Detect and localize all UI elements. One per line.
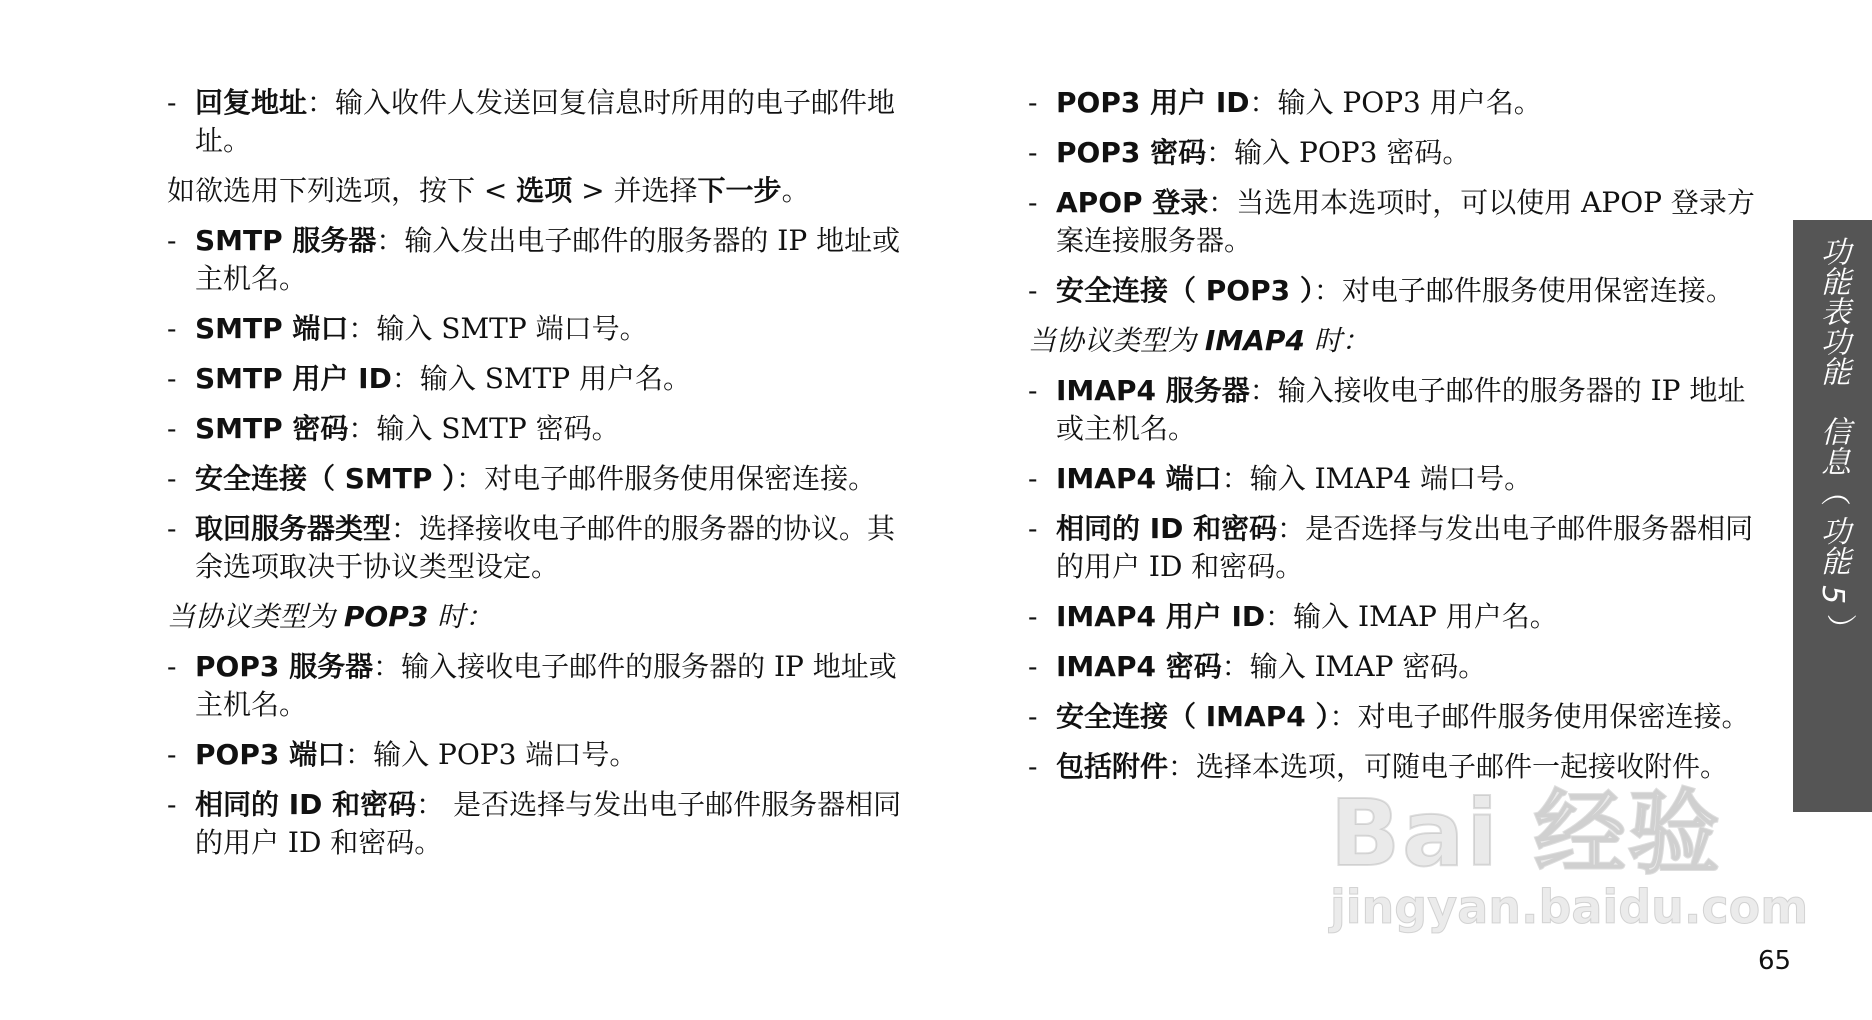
list-item-smtp-server	[167, 222, 907, 298]
item-term: POP3 服务器	[195, 650, 374, 683]
list-dash: -	[167, 788, 177, 821]
list-dash: -	[1028, 750, 1038, 783]
item-term: APOP 登录	[1056, 186, 1209, 219]
item-term: SMTP 用户 ID	[195, 362, 392, 395]
list-dash: -	[1028, 600, 1038, 633]
list-dash: -	[167, 738, 177, 771]
item-text: ：对电子邮件服务使用保密连接。	[1313, 274, 1734, 307]
chapter-side-tab-label: 功能表功能 信息（ 功能 5 ）	[1815, 236, 1850, 644]
list-dash: -	[167, 312, 177, 345]
pop3-heading	[167, 598, 907, 636]
list-item-pop3-port	[167, 736, 907, 774]
item-text: ：输入发出电子邮件的服务器的 IP 地址或主机名。	[195, 224, 901, 295]
list-dash: -	[167, 412, 177, 445]
item-text: ：输入接收电子邮件的服务器的 IP 地址或主机名。	[1056, 374, 1746, 445]
item-term: SMTP 服务器	[195, 224, 377, 257]
watermark-url: jingyan.baidu.com	[1330, 880, 1809, 934]
list-dash: -	[1028, 374, 1038, 407]
list-dash: -	[1028, 274, 1038, 307]
item-term: 安全连接（ POP3 ）	[1056, 274, 1314, 307]
item-text: ：输入 SMTP 端口号。	[348, 312, 648, 345]
item-term: SMTP 密码	[195, 412, 349, 445]
list-dash: -	[1028, 700, 1038, 733]
heading-pre: 当协议类型为	[167, 600, 344, 633]
item-text: ：输入 IMAP 密码。	[1221, 650, 1487, 683]
item-term: SMTP 端口	[195, 312, 349, 345]
item-text: ：输入 POP3 用户名。	[1249, 86, 1542, 119]
list-item-secure-smtp	[167, 460, 907, 498]
item-text: ：输入 IMAP4 端口号。	[1221, 462, 1533, 495]
list-dash: -	[167, 86, 177, 119]
list-item-secure-imap4	[1028, 698, 1768, 736]
list-item-pop3-password	[1028, 134, 1768, 172]
list-dash: -	[1028, 86, 1038, 119]
item-term: 取回服务器类型	[195, 512, 392, 545]
list-dash: -	[167, 512, 177, 545]
list-item-imap4-user-id	[1028, 598, 1768, 636]
list-item-same-id-password-imap	[1028, 510, 1768, 586]
item-text: ：是否选择与发出电子邮件服务器相同的用户 ID 和密码。	[1056, 512, 1754, 583]
instruction-next-key: 下一步	[697, 174, 782, 207]
list-item-reply-address	[167, 84, 907, 160]
instruction-post: 。	[781, 174, 810, 207]
list-dash: -	[1028, 650, 1038, 683]
list-item-same-id-password	[167, 786, 907, 862]
list-item-smtp-password	[167, 410, 907, 448]
item-text: ：输入 SMTP 用户名。	[391, 362, 691, 395]
right-column	[1028, 84, 1768, 798]
item-term: 包括附件	[1056, 750, 1169, 783]
heading-post: 时：	[1304, 324, 1370, 357]
item-text: ：选择本选项，可随电子邮件一起接收附件。	[1168, 750, 1729, 783]
watermark-brand: Bai 经验	[1330, 780, 1722, 887]
item-term: 安全连接（ IMAP4 ）	[1056, 700, 1330, 733]
item-term: POP3 用户 ID	[1056, 86, 1250, 119]
item-term: POP3 端口	[195, 738, 346, 771]
item-term: IMAP4 服务器	[1056, 374, 1250, 407]
heading-pre: 当协议类型为	[1028, 324, 1205, 357]
options-instruction	[167, 172, 907, 210]
list-dash: -	[1028, 462, 1038, 495]
list-item-smtp-user-id	[167, 360, 907, 398]
list-dash: -	[1028, 186, 1038, 219]
list-dash: -	[167, 650, 177, 683]
list-item-retrieve-server-type	[167, 510, 907, 586]
imap4-heading	[1028, 322, 1768, 360]
left-column	[167, 84, 907, 874]
item-text: ：输入 SMTP 密码。	[348, 412, 620, 445]
item-text: ：当选用本选项时，可以使用 APOP 登录方案连接服务器。	[1056, 186, 1755, 257]
item-text: ： 是否选择与发出电子邮件服务器相同的用户 ID 和密码。	[195, 788, 902, 859]
instruction-pre: 如欲选用下列选项，按下 <	[167, 174, 517, 207]
list-item-pop3-user-id	[1028, 84, 1768, 122]
list-dash: -	[167, 362, 177, 395]
heading-post: 时：	[428, 600, 494, 633]
item-text: ：输入 POP3 密码。	[1206, 136, 1471, 169]
item-text: ：对电子邮件服务使用保密连接。	[456, 462, 877, 495]
item-text: ：输入接收电子邮件的服务器的 IP 地址或主机名。	[195, 650, 897, 721]
item-term: POP3 密码	[1056, 136, 1207, 169]
item-term: 相同的 ID 和密码	[195, 788, 417, 821]
chapter-side-tab	[1793, 220, 1872, 812]
item-term: IMAP4 密码	[1056, 650, 1222, 683]
list-item-apop-login	[1028, 184, 1768, 260]
item-text: ：输入 IMAP 用户名。	[1265, 600, 1558, 633]
list-item-imap4-port	[1028, 460, 1768, 498]
item-text: ：输入收件人发送回复信息时所用的电子邮件地址。	[195, 86, 896, 157]
item-text: ：选择接收电子邮件的服务器的协议。其余选项取决于协议类型设定。	[195, 512, 896, 583]
item-text: ：输入 POP3 端口号。	[345, 738, 638, 771]
list-item-imap4-password	[1028, 648, 1768, 686]
list-item-include-attachment	[1028, 748, 1768, 786]
list-dash: -	[167, 224, 177, 257]
item-term: 相同的 ID 和密码	[1056, 512, 1278, 545]
item-term: 安全连接（ SMTP ）	[195, 462, 457, 495]
heading-protocol: POP3	[343, 600, 429, 633]
list-item-secure-pop3	[1028, 272, 1768, 310]
item-term: 回复地址	[195, 86, 308, 119]
instruction-options-key: 选项	[516, 174, 573, 207]
heading-protocol: IMAP4	[1204, 324, 1305, 357]
list-dash: -	[167, 462, 177, 495]
list-dash: -	[1028, 512, 1038, 545]
item-text: ：对电子邮件服务使用保密连接。	[1329, 700, 1750, 733]
item-term: IMAP4 用户 ID	[1056, 600, 1266, 633]
instruction-mid: > 并选择	[572, 174, 698, 207]
list-dash: -	[1028, 136, 1038, 169]
page-number: 65	[1758, 946, 1792, 976]
list-item-pop3-server	[167, 648, 907, 724]
item-term: IMAP4 端口	[1056, 462, 1222, 495]
list-item-imap4-server	[1028, 372, 1768, 448]
list-item-smtp-port	[167, 310, 907, 348]
